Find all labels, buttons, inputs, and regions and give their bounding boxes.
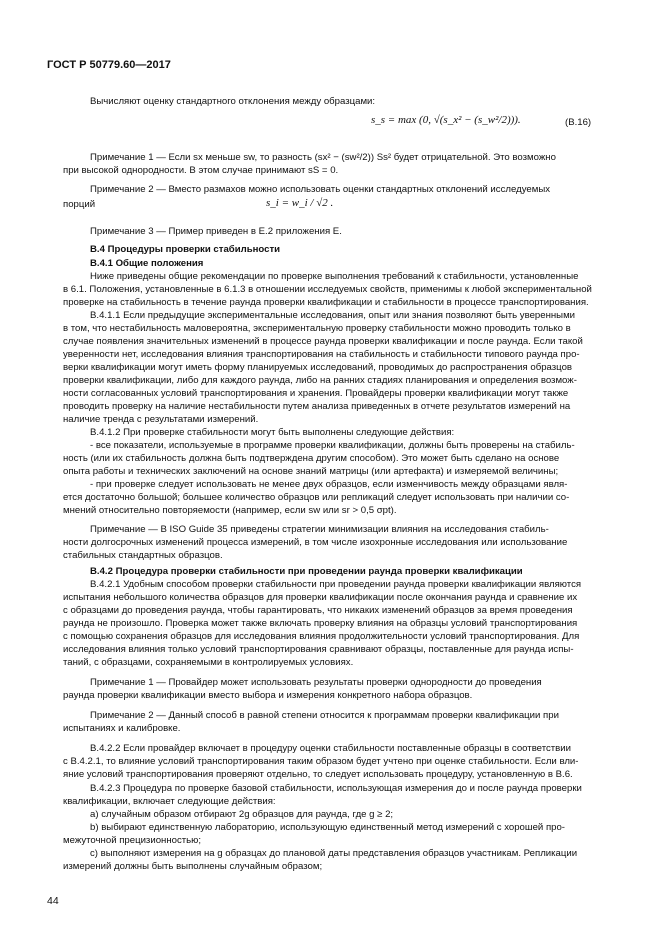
note-line: раунда проверки квалификации вместо выбора и измерения конкретного набора образцов.: [63, 690, 473, 701]
paragraph-line: наличие тренда с результатами измерений.: [63, 414, 259, 425]
paragraph-line: в том, что нестабильность маловероятна, экспериментальную проверку стабильности можно проводить только в: [63, 323, 571, 334]
note-line: ности долгосрочных изменений процесса измерений, в том числе изохронные исследования или использование: [63, 537, 568, 548]
paragraph-line: уверенности нет, исследования влияния транспортирования на стабильность и стабильности типового раунда про-: [63, 349, 580, 360]
subsection-heading: В.4.2 Процедура проверки стабильности при проведении раунда проверки квалификации: [90, 566, 523, 577]
list-item: измерений должны быть выполнены случайным образом;: [63, 861, 323, 872]
paragraph-line: таний, с образцами, сохраняемыми в контролируемых условиях.: [63, 657, 354, 668]
paragraph-line: В.4.2.1 Удобным способом проверки стабильности при проведении раунда проверки квалификации являются: [90, 579, 582, 590]
subsection-heading: В.4.1 Общие положения: [90, 258, 204, 269]
paragraph-line: Ниже приведены общие рекомендации по проверке выполнения требований к стабильности, установленные: [90, 271, 579, 282]
paragraph-line: ности согласованных условий транспортирования и хранения. Провайдеры проверки квалификации могут также: [63, 388, 569, 399]
page-number: 44: [47, 895, 59, 907]
paragraph-line: проверки квалификации, либо для каждого раунда, либо на ранних стадиях планирования и определения возмож-: [63, 375, 577, 386]
list-item: мнений относительно повторяемости (например, если sw или sr > 0,5 σpt).: [63, 505, 397, 516]
note-line: стабильных стандартных образцов.: [63, 550, 223, 561]
paragraph-line: с образцами до проведения раунда, чтобы гарантировать, что никаких изменений образцов за время проведения: [63, 605, 573, 616]
paragraph-line: испытания небольшого количества образцов для проверки квалификации после окончания раунда и сравнение их: [63, 592, 578, 603]
note-line: Примечание 2 — Вместо размахов можно использовать оценки стандартных отклонений исследуемых: [90, 184, 551, 195]
list-item: b) выбирают единственную лабораторию, использующую единственный метод измерений с хорошей про-: [90, 822, 566, 833]
list-item: ность (или их стабильность должна быть подтверждена другим способом). Это может быть сделано на основе: [63, 453, 560, 464]
paragraph-line: В.4.2.3 Процедура по проверке базовой стабильности, использующая измерения до и после раунда проверки: [90, 783, 582, 794]
note-line: при высокой однородности. В этом случае принимают sS = 0.: [63, 165, 339, 176]
paragraph-line: с помощью сохранения образцов для исследования влияния продолжительности условий транспортирования. Для: [63, 631, 580, 642]
paragraph-line: верки квалификации могут иметь форму планируемых исследований, проводимых до распространения образцов: [63, 362, 573, 373]
paragraph-line: исследования влияния только условий транспортирования сравнивают образцы, поставленные для раунда испы-: [63, 644, 574, 655]
paragraph-line: яние условий транспортирования проверяют отдельно, то следует использовать процедуру, установленную в В.6.: [63, 769, 573, 780]
note-line: Примечание — В ISO Guide 35 приведены стратегии минимизации влияния на исследования стабиль-: [90, 524, 549, 535]
standard-header: ГОСТ Р 50779.60—2017: [47, 59, 171, 71]
note-line: порций: [63, 199, 96, 210]
list-item: а) случайным образом отбирают 2g образцов для раунда, где g ≥ 2;: [90, 809, 394, 820]
paragraph-line: В.4.1.1 Если предыдущие экспериментальные исследования, опыт или знания позволяют быть уверенными: [90, 310, 576, 321]
paragraph-line: проверке на стабильность в течение раунда проверки квалификации и стабильности в процессе транспортирования.: [63, 297, 589, 308]
paragraph-line: В.4.2.2 Если провайдер включает в процедуру оценки стабильности поставленные образцы в соответствии: [90, 743, 571, 754]
paragraph-line: Вычисляют оценку стандартного отклонения между образцами:: [90, 96, 376, 107]
paragraph-line: проводить проверку на наличие нестабильности путем анализа приведенных в отчете результатов измерений на: [63, 401, 571, 412]
paragraph-line: случае появления значительных изменений в процессе раунда проверки квалификации и после раунда. Если такой: [63, 336, 583, 347]
list-item: - при проверке следует использовать не менее двух образцов, если изменчивость между образцами явля-: [90, 479, 568, 490]
note-line: испытаниях и калибровке.: [63, 723, 181, 734]
paragraph-line: с В.4.2.1, то влияние условий транспортирования таким образом будет учтено при оценке стабильности. Если вли-: [63, 756, 579, 767]
list-item: межуточной прецизионностью;: [63, 835, 202, 846]
note-line: Примечание 1 — Провайдер может использовать результаты проверки однородности до проведения: [90, 677, 542, 688]
list-item: с) выполняют измерения на g образцах до плановой даты представления образцов участникам. Репликации: [90, 848, 578, 859]
list-item: опыта работы и технических заключений на основе знаний матрицы (или артефакта) и измеряемой величины;: [63, 466, 559, 477]
section-heading: В.4 Процедуры проверки стабильности: [90, 244, 281, 255]
formula-number: (B.16): [565, 117, 592, 128]
paragraph-line: В.4.1.2 При проверке стабильности могут быть выполнены следующие действия:: [90, 427, 455, 438]
formula-b16: s_s = max (0, √(s_x² − (s_w²/2))).: [371, 114, 521, 126]
note-line: Примечание 1 — Если sx меньше sw, то разность (sx² − (sw²/2)) Ss² будет отрицательной. Это возможно: [90, 152, 556, 163]
paragraph-line: в 6.1. Положения, установленные в 6.1.3 в отношении исследуемых свойств, применимы к любой экспериментальной: [63, 284, 592, 295]
paragraph-line: квалификации, включает следующие действия:: [63, 796, 276, 807]
note-line: Примечание 2 — Данный способ в равной степени относится к программам проверки квалификации при: [90, 710, 559, 721]
paragraph-line: раунда не произошло. Проверка может также включать проверку влияния на образцы условий транспортирования: [63, 618, 578, 629]
note-line: Примечание 3 — Пример приведен в Е.2 приложения Е.: [90, 226, 342, 237]
list-item: ется достаточно большой; большее количество образцов или репликаций следует использовать при наличии со-: [63, 492, 570, 503]
list-item: - все показатели, используемые в программе проверки квалификации, должны быть проверены на стабиль-: [90, 440, 575, 451]
formula-note3: s_i = w_i / √2 .: [266, 197, 334, 209]
